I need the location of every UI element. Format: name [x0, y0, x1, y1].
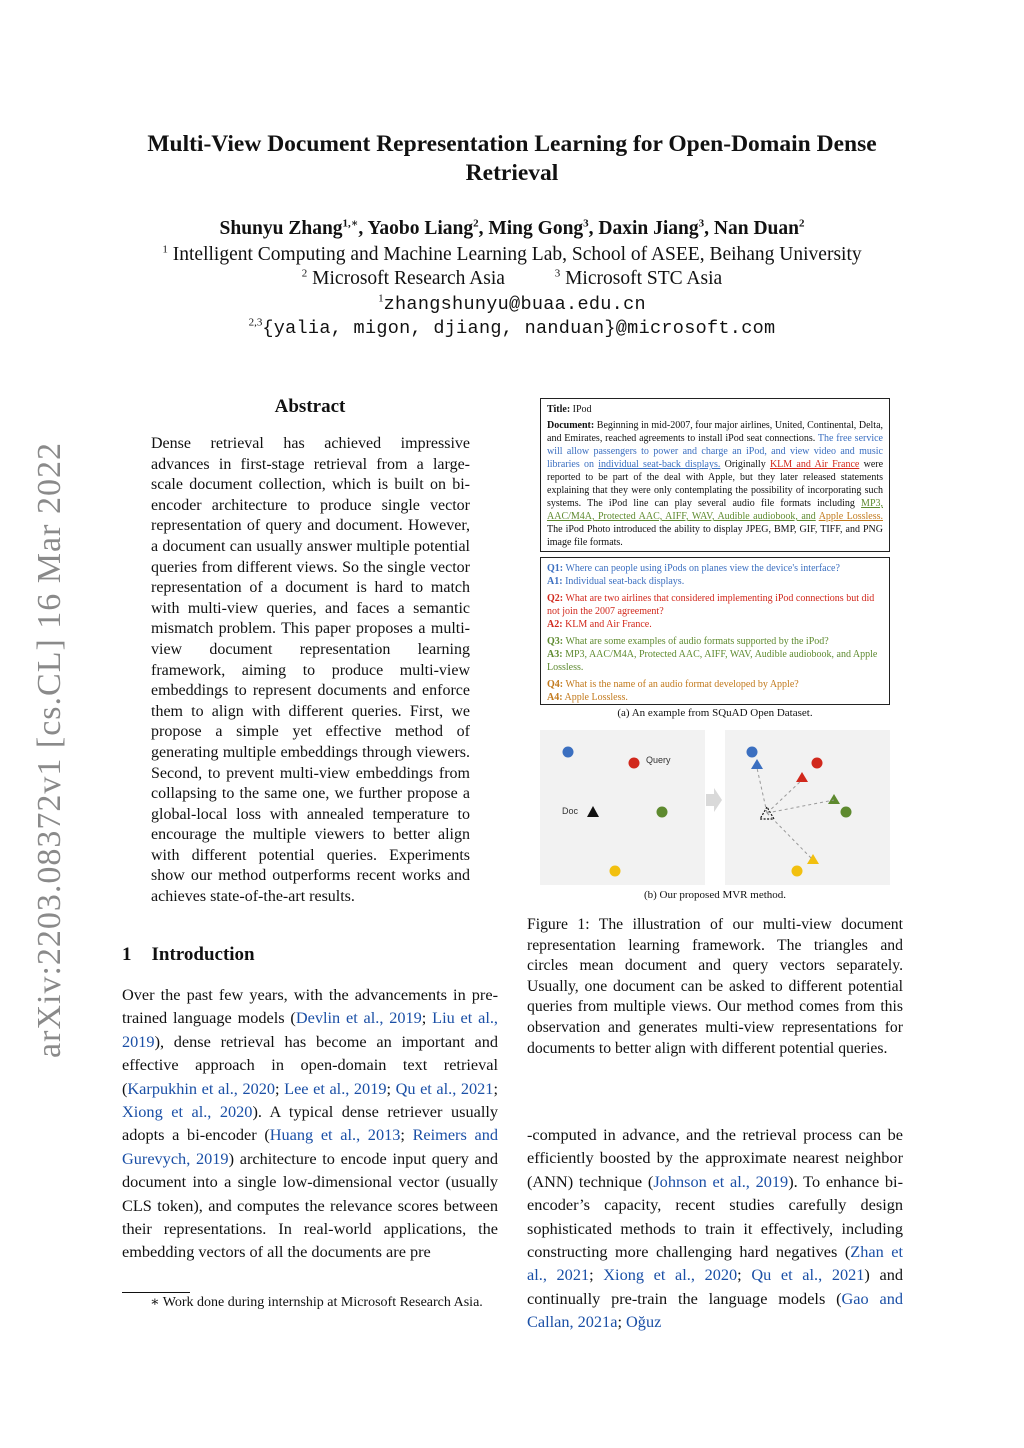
- citation-link[interactable]: Devlin et al., 2019: [295, 1008, 422, 1028]
- query-dot-yellow: [610, 866, 621, 877]
- author-list: Shunyu Zhang$^{1,∗}$, Yaobo Liang$^2$, Ming Gong$^3$, Daxin Jiang$^3$, Nan Duan$^2$: [219, 217, 805, 239]
- paper-title: Multi-View Document Representation Learning for Open-Domain Dense Retrieval: [147, 131, 877, 186]
- author-sup: 2: [473, 217, 479, 230]
- abstract-body: Dense retrieval has achieved impressive advances in first-stage retrieval from a large-scale document collection, which is built on bi-encoder architecture to produce single vector representation of query and document. However, a document can usually answer multiple potential queries from different views. So the single vector representation of a document is hard to match with multi-view queries, and faces a semantic mismatch problem. This paper proposes a multi-view document representation learning framework, aiming to produce multi-view embeddings to represent documents and enforce them to align with different queries. First, we propose a simple yet effective method of generating multiple embeddings through viewers. Second, to prevent multi-view embeddings from collapsing to the same one, we further propose a global-local loss with annealed temperature to encourage the multiple viewers to better align with different potential queries. Experiments show our method outperforms recent works and achieves state-of-the-art results.: [151, 435, 470, 906]
- arrow-icon: [706, 788, 722, 812]
- query-dot-green: [657, 807, 668, 818]
- email-1: $^1$zhangshunyu@buaa.edu.cn: [378, 292, 646, 315]
- affiliation-1: $^1$ Intelligent Computing and Machine Learning Lab, School of ASEE, Beihang University: [162, 243, 862, 265]
- qa-pair-2: Q2: What are two airlines that considered implementing iPod connections but did not join the 2007 agreement? A2: KLM and Air France.: [547, 593, 875, 630]
- citation-link[interactable]: Qu et al., 2021: [395, 1078, 494, 1098]
- arxiv-sidebar: [20, 442, 80, 1058]
- footnote: ∗ Work done during internship at Microsoft Research Asia.: [150, 1295, 483, 1310]
- query-dot-blue: [747, 747, 758, 758]
- citation-link[interactable]: Huang et al., 2013: [269, 1125, 401, 1145]
- arxiv-identifier: arXiv:2203.08372v1 [cs.CL] 16 Mar 2022: [31, 442, 68, 1058]
- query-dot-red: [629, 758, 640, 769]
- label-query: Query: [646, 755, 671, 765]
- qa-pair-4: Q4: What is the name of an audio format developed by Apple? A4: Apple Lossless.: [547, 679, 799, 703]
- citation-link[interactable]: Reimers and Gurevych, 2019: [122, 1125, 498, 1168]
- mvr-diagram: [540, 730, 890, 885]
- citation-link[interactable]: Oğuz: [626, 1312, 662, 1332]
- intro-paragraph: Over the past few years, with the advancements in pre-trained language models (Devlin et al., 2019; Liu et al., 2019), dense retrieval has become an important and effective approach in open-domain text retrieval (Karpukhin et al., 2020; Lee et al., 2019; Qu et al., 2021; Xiong et al., 2020). A typical dense retriever usually adopts a bi-encoder (Huang et al., 2013; Reimers and Gurevych, 2019) architecture to encode input query and document into a single low-dimensional vector (usually CLS token), and computes the relevance scores between their representations. In real-world applications, the embedding vectors of all the documents are pre: [122, 985, 499, 1262]
- citation-link[interactable]: Lee et al., 2019: [284, 1078, 387, 1098]
- citation-link[interactable]: Xiong et al., 2020: [603, 1265, 738, 1285]
- citation-link[interactable]: Liu et al., 2019: [122, 1008, 498, 1051]
- figure-caption: Figure 1: The illustration of our multi-view document representation learning framework. The triangles and circles mean document and query vectors separately. Usually, one document can be asked to different potential queries from multiple views. Our method comes from this observation and generates multi-view representations for documents to better align with different potential queries.: [527, 916, 903, 1057]
- author-sup: 3: [583, 217, 589, 230]
- figure-document-box: Title: IPod Document: Beginning in mid-2007, four major airlines, United, Continental, Delta, and Emirates, reached agreements to install iPod seat connections. The free service will allow passengers to power and charge an iPod, and view video and music libraries on individual seat-back displays. Originally KLM and Air France were reported to be part of the deal with Apple, but they later released statements explaining that they were only contemplating the possibility of incorporating such systems. The iPod line can play several audio file formats including MP3, AAC/M4A, Protected AAC, AIFF, WAV, Audible audiobook, and Apple Lossless. The iPod Photo introduced the ability to display JPEG, BMP, GIF, TIFF, and PNG image file formats.: [540, 398, 890, 552]
- subcaption-b: (b) Our proposed MVR method.: [643, 889, 787, 901]
- intro-continuation: -computed in advance, and the retrieval process can be efficiently boosted by the approximate nearest neighbor (ANN) technique (Johnson et al., 2019). To enhance bi-encoder’s capacity, recent studies carefully design sophisticated methods to train it effectively, including constructing more challenging hard negatives (Zhan et al., 2021; Xiong et al., 2020; Qu et al., 2021) and continually pre-train the language models (Gao and Callan, 2021a; Oğuz: [527, 1125, 904, 1332]
- citation-link[interactable]: Xiong et al., 2020: [122, 1102, 253, 1122]
- section-heading: 1 Introduction: [122, 944, 255, 965]
- qa-pair-3: Q3: What are some examples of audio formats supported by the iPod? A3: MP3, AAC/M4A, Protected AAC, AIFF, WAV, Audible audiobook, and Apple Lossless.: [547, 636, 878, 673]
- author-sup: 2: [798, 217, 805, 230]
- citation-link[interactable]: Zhan et al., 2021: [527, 1242, 903, 1285]
- author-name: Daxin Jiang: [598, 218, 699, 239]
- subcaption-a: (a) An example from SQuAD Open Dataset.: [617, 707, 813, 719]
- author-sup: 1,∗: [342, 217, 359, 230]
- author-name: Yaobo Liang: [367, 218, 474, 239]
- email-2: $^{2,3}${yalia, migon, djiang, nanduan}@microsoft.com: [248, 316, 776, 339]
- citation-link[interactable]: Gao and Callan, 2021a: [527, 1288, 904, 1332]
- footnote-rule: [122, 1292, 190, 1293]
- citation-link[interactable]: Johnson et al., 2019: [653, 1171, 789, 1191]
- author-name: Shunyu Zhang: [219, 218, 343, 239]
- author-sup: 3: [698, 217, 705, 230]
- author-name: Nan Duan: [713, 218, 799, 239]
- qa-pair-1: Q1: Where can people using iPods on planes view the device's interface? A1: Individual seat-back displays.: [547, 563, 840, 587]
- query-dot-blue: [563, 747, 574, 758]
- query-dot-red: [812, 758, 823, 769]
- label-doc: Doc: [562, 806, 579, 816]
- abstract-heading: Abstract: [274, 396, 346, 417]
- query-dot-yellow: [792, 866, 803, 877]
- affiliation-2-3: $^2$ Microsoft Research Asia $^3$ Microsoft STC Asia: [301, 267, 723, 289]
- author-name: Ming Gong: [488, 218, 584, 239]
- citation-link[interactable]: Qu et al., 2021: [751, 1265, 865, 1285]
- citation-link[interactable]: Karpukhin et al., 2020: [127, 1078, 276, 1098]
- figure-qa-box: [540, 557, 890, 705]
- query-dot-green: [841, 807, 852, 818]
